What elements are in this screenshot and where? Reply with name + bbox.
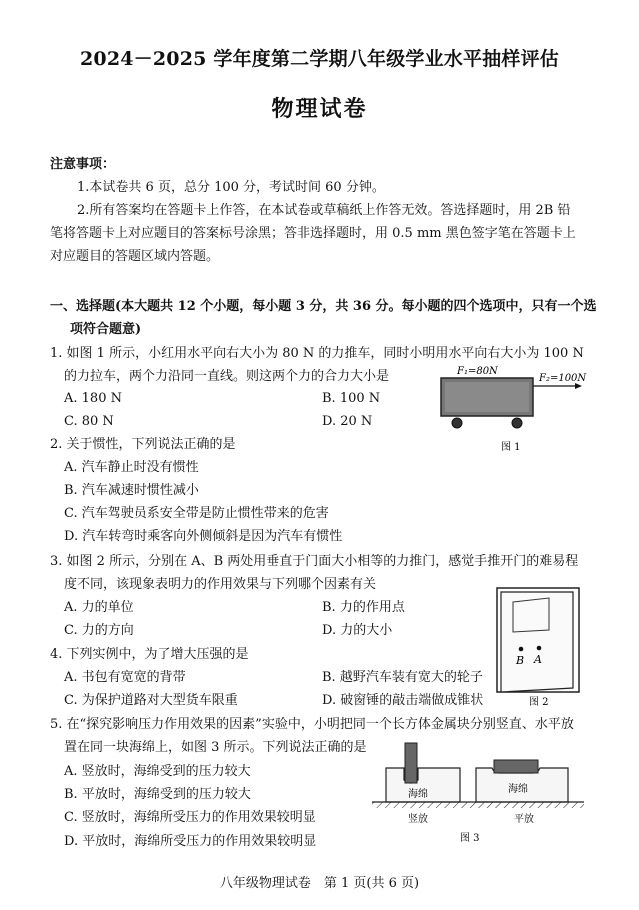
fig1-f2-label: F₂=100N xyxy=(539,373,587,384)
fig2-label: 图 2 xyxy=(529,697,549,708)
q3-option-d: D. 力的大小 xyxy=(322,623,393,638)
fig2-label-a: A xyxy=(534,653,542,666)
q4-option-a: A. 书包有宽宽的背带 xyxy=(64,670,186,685)
notice-line-2a: 2.所有答案均在答题卡上作答，在本试卷或草稿纸上作答无效。答选择题时，用 2B 铅 xyxy=(77,203,571,218)
q4-option-c: C. 为保护道路对大型货车限重 xyxy=(64,693,238,708)
fig1-label: 图 1 xyxy=(501,442,521,453)
fig1-wheel-right xyxy=(512,418,522,428)
q3-stem: 3. 如图 2 所示，分别在 A、B 两处用垂直于门面大小相等的力推门，感觉手推开门的难易程 xyxy=(50,554,579,569)
fig1-f1-label: F₁=80N xyxy=(457,366,498,377)
fig1-cart-fill xyxy=(445,382,529,412)
q1-stem-cont: 的力拉车，两个力沿同一直线。则这两个力的合力大小是 xyxy=(64,369,390,384)
fig3-ground xyxy=(372,802,584,808)
q4-option-b: B. 越野汽车装有宽大的轮子 xyxy=(322,670,483,685)
section-heading-cont: 项符合题意) xyxy=(70,322,142,337)
q3-option-b: B. 力的作用点 xyxy=(322,600,405,615)
figure-2-door xyxy=(493,586,588,712)
q5-stem-cont: 置在同一块海绵上，如图 3 所示。下列说法正确的是 xyxy=(64,740,367,755)
fig2-label-b: B xyxy=(516,654,525,667)
fig3-block-flat xyxy=(494,760,538,773)
q1-option-d: D. 20 N xyxy=(322,414,373,429)
q2-option-b: B. 汽车减速时惯性减小 xyxy=(64,483,199,498)
q5-option-a: A. 竖放时，海绵受到的压力较大 xyxy=(64,764,251,779)
q4-option-d: D. 破窗锤的敲击端做成锥状 xyxy=(322,693,484,708)
q5-stem: 5. 在“探究影响压力作用效果的因素”实验中，小明把同一个长方体金属块分别竖直、水平放 xyxy=(50,717,574,732)
figure-1-cart xyxy=(435,362,595,457)
q1-option-a: A. 180 N xyxy=(64,391,122,406)
fig3-vertical-label: 竖放 xyxy=(408,814,428,825)
fig2-door xyxy=(501,592,573,692)
fig1-wheel-left xyxy=(452,418,462,428)
exam-title: 2024－2025 学年度第二学期八年级学业水平抽样评估 xyxy=(80,48,559,70)
exam-subtitle: 物理试卷 xyxy=(271,96,368,122)
fig2-point-b xyxy=(519,647,524,652)
q2-stem: 2. 关于惯性，下列说法正确的是 xyxy=(50,437,236,452)
q3-stem-cont: 度不同，该现象表明力的作用效果与下列哪个因素有关 xyxy=(64,577,377,592)
fig3-flat-label: 平放 xyxy=(514,814,534,825)
q2-option-a: A. 汽车静止时没有惯性 xyxy=(64,460,199,475)
notice-heading: 注意事项： xyxy=(50,157,116,172)
fig3-label: 图 3 xyxy=(460,833,480,844)
q2-option-d: D. 汽车转弯时乘客向外侧倾斜是因为汽车有惯性 xyxy=(64,529,343,544)
q5-option-b: B. 平放时，海绵受到的压力较大 xyxy=(64,787,251,802)
notice-line-2b: 笔将答题卡上对应题目的答案标号涂黑；答非选择题时，用 0.5 mm 黑色签字笔在答题卡上 xyxy=(50,226,576,241)
section-heading: 一、选择题(本大题共 12 个小题，每小题 3 分，共 36 分。每小题的四个选项中，只有一个选 xyxy=(50,299,597,314)
q2-option-c: C. 汽车驾驶员系安全带是防止惯性带来的危害 xyxy=(64,506,329,521)
q3-option-c: C. 力的方向 xyxy=(64,623,134,638)
fig2-point-a xyxy=(537,646,542,651)
q4-stem: 4. 下列实例中，为了增大压强的是 xyxy=(50,647,249,662)
fig3-block-vertical xyxy=(405,743,417,783)
q3-option-a: A. 力的单位 xyxy=(64,600,134,615)
q1-option-c: C. 80 N xyxy=(64,414,114,429)
q1-stem: 1. 如图 1 所示，小红用水平向右大小为 80 N 的力推车，同时小明用水平向右大小为 100 N xyxy=(50,346,584,361)
notice-line-1: 1.本试卷共 6 页，总分 100 分，考试时间 60 分钟。 xyxy=(77,180,385,195)
q5-option-c: C. 竖放时，海绵所受压力的作用效果较明显 xyxy=(64,810,316,825)
page-footer: 八年级物理试卷 第 1 页(共 6 页) xyxy=(219,876,420,891)
fig3-sponge-left-label: 海绵 xyxy=(408,789,428,800)
q5-option-d: D. 平放时，海绵所受压力的作用效果较明显 xyxy=(64,834,317,849)
q1-option-b: B. 100 N xyxy=(322,391,381,406)
figure-3-sponge xyxy=(368,740,590,846)
fig3-sponge-right-label: 海绵 xyxy=(508,784,528,795)
notice-line-2c: 对应题目的答题区域内答题。 xyxy=(50,249,220,264)
